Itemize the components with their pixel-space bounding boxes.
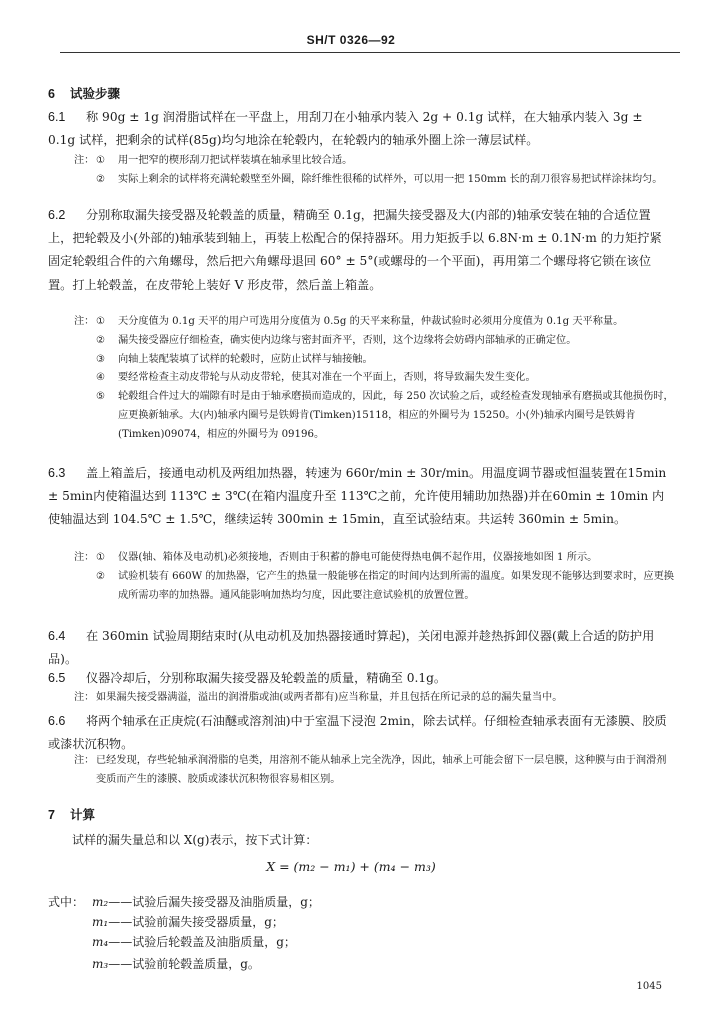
note-text: 实际上剩余的试样将充满轮毂壁至外圈，除纤维性很稀的试样外，可以用一把 150mm 长的刮刀很容易把试样涂抹均匀。: [118, 173, 663, 185]
paragraph-6-5: [48, 667, 670, 690]
note-mark: ②: [96, 334, 106, 346]
note-mark: ⑤: [96, 391, 106, 403]
leakage-formula: X = (m₂ − m₁) + (m₄ − m₃): [266, 859, 436, 874]
note-label: 注：: [74, 755, 95, 766]
note-mark: ①: [96, 155, 106, 166]
definition-text: ——试验后轮毂盖及油脂质量，g；: [108, 935, 296, 949]
paragraph-text: 将两个轴承在正庚烷(石油醚或溶剂油)中于室温下浸泡 2min，除去试样。仔细检查轴承表面有无漆膜、胶质或漆状沉积物。: [48, 714, 667, 752]
paragraph-number: 6.4: [48, 629, 66, 643]
calculation-intro: 试样的漏失量总和以 X(g)表示，按下式计算：: [72, 833, 318, 847]
paragraph-text: 称 90g ± 1g 润滑脂试样在一平盘上，用刮刀在小轴承内装入 2g + 0.1g 试样，在大轴承内装入 3g ± 0.1g 试样，把剩余的试样(85g)均匀地涂在轮毂内，在轮毂内的轴承外圈上涂一薄层试样。: [48, 110, 643, 148]
note-text: 天分度值为 0.1g 天平的用户可选用分度值为 0.5g 的天平来称量，仲裁试验时必须用分度值为 0.1g 天平称量。: [118, 316, 624, 327]
note-mark: ④: [96, 372, 106, 384]
paragraph-number: 6.3: [48, 466, 66, 480]
section-6-title: 试验步骤: [70, 87, 121, 101]
note-mark: ③: [96, 353, 106, 365]
note-label: 注：: [74, 155, 95, 166]
definition-text: ——试验前漏失接受器质量，g；: [108, 915, 284, 929]
page-number: 1045: [636, 981, 662, 992]
symbol: m₁: [92, 915, 109, 929]
notes-6-2: [74, 313, 674, 445]
paragraph-number: 6.1: [48, 110, 66, 124]
paragraph-number: 6.6: [48, 714, 66, 728]
paragraph-text: 仪器冷却后，分别称取漏失接受器及轮毂盖的质量，精确至 0.1g。: [86, 671, 447, 685]
paragraph-text: 在 360min 试验周期结束时(从电动机及加热器接通时算起)，关闭电源并趁热拆卸仪器(戴上合适的防护用品)。: [48, 629, 655, 667]
symbol: m₄: [92, 935, 109, 949]
paragraph-6-3: [48, 462, 670, 532]
symbol: m₂: [92, 895, 109, 909]
notes-6-5: [74, 689, 674, 708]
note-text: 用一把窄的楔形刮刀把试样装填在轴承里比较合适。: [118, 155, 353, 166]
definition-m1: [92, 913, 284, 930]
paragraph-text: 分别称取漏失接受器及轮毂盖的质量，精确至 0.1g，把漏失接受器及大(内部的)轴承安装在轴的合适位置上，把轮毂及小(外部的)轴承装到轴上，再装上松配合的保持器环。用力矩扳手以 6.8N·m ± 0.1N·m 的力矩拧紧固定轮毂组合件的六角螺母，然后把六角螺母退回 60° ± 5°(或螺母的一个平面)，再用第二个螺母将它锁在该位置。打上轮毂盖，在皮带轮上装好 V 形皮带，然后盖上箱盖。: [48, 208, 662, 292]
symbol: m₃: [92, 957, 109, 971]
note-mark: ②: [96, 173, 106, 185]
section-7-heading: [48, 805, 95, 823]
section-6-heading: [48, 84, 120, 102]
note-text: 试验机装有 660W 的加热器，它产生的热量一般能够在指定的时间内达到所需的温度。如果发现不能够达到要求时，应更换成所需功率的加热器。通风能影响加热均匀度，因此要注意试验机的放置位置。: [118, 570, 674, 601]
paragraph-number: 6.2: [48, 208, 66, 222]
paragraph-6-4: [48, 625, 670, 671]
section-7-title: 计算: [70, 808, 96, 822]
note-text: 要经常检查主动皮带轮与从动皮带轮，使其对准在一个平面上，否则，将导致漏失发生变化。: [118, 372, 536, 384]
page-header-standard-code: SH/T 0326—92: [306, 33, 396, 47]
definition-m2: [92, 893, 320, 910]
paragraph-6-2: [48, 204, 670, 297]
paragraph-6-1: [48, 106, 670, 152]
notes-6-1: [74, 152, 674, 190]
paragraph-number: 6.5: [48, 671, 66, 685]
note-label: 注：: [74, 316, 95, 327]
note-label: 注：: [74, 552, 95, 563]
note-mark: ①: [96, 552, 106, 563]
note-label: 注：: [74, 692, 95, 703]
definition-text: ——试验前轮毂盖质量，g。: [108, 957, 260, 971]
paragraph-text: 盖上箱盖后，接通电动机及两组加热器，转速为 660r/min ± 30r/min。用温度调节器或恒温装置在15min ± 5min内使箱温达到 113℃ ± 3℃(在箱内温度升至 113℃之前，允许使用辅助加热器)并在60min ± 10min 内使轴温达到 104.5℃ ± 1.5℃，继续运转 300min ± 15min，直至试验结束。共运转 360min ± 5min。: [48, 466, 667, 527]
note-mark: ①: [96, 316, 106, 327]
section-7-number: 7: [48, 808, 55, 822]
note-text: 已经发现，存些轮轴承润滑脂的皂类，用溶剂不能从轴承上完全洗净，因此，轴承上可能会留下一层皂膜，这种膜与由于润滑剂变质而产生的漆膜、胶质或漆状沉积物很容易相区别。: [96, 755, 667, 785]
definition-text: ——试验后漏失接受器及油脂质量，g；: [108, 895, 320, 909]
note-text: 仪器(轴、箱体及电动机)必须接地，否则由于积蓄的静电可能使得热电偶不起作用，仪器接地如图 1 所示。: [118, 552, 598, 563]
notes-6-3: [74, 549, 674, 605]
notes-6-6: [74, 752, 674, 790]
where-label: 式中：: [48, 895, 85, 909]
paragraph-6-6: [48, 710, 670, 756]
note-text: 轮毂组合件过大的端隙有时是由于轴承磨损而造成的，因此，每 250 次试验之后，或经检查发现轴承有磨损或其他损伤时，应更换新轴承。大(内)轴承内圈号是铁姆肯(Timken)15118，相应的外圈号为 15250。小(外)轴承内圈号是铁姆肯(Timken)09074，相应的外圈号为 09196。: [118, 391, 674, 440]
definition-m4: [92, 933, 296, 950]
note-mark: ②: [96, 570, 106, 582]
header-rule: [60, 52, 680, 53]
note-text: 如果漏失接受器满溢，溢出的润滑脂或油(或两者都有)应当称量，并且包括在所记录的总的漏失量当中。: [96, 692, 563, 703]
section-6-number: 6: [48, 87, 55, 101]
definition-m3: [92, 955, 260, 972]
note-text: 向轴上装配装填了试样的轮毂时，应防止试样与轴接触。: [118, 353, 373, 365]
note-text: 漏失接受器应仔细检查，确实使内边缘与密封面齐平，否则，这个边缘将会妨碍内部轴承的正确定位。: [118, 334, 577, 346]
